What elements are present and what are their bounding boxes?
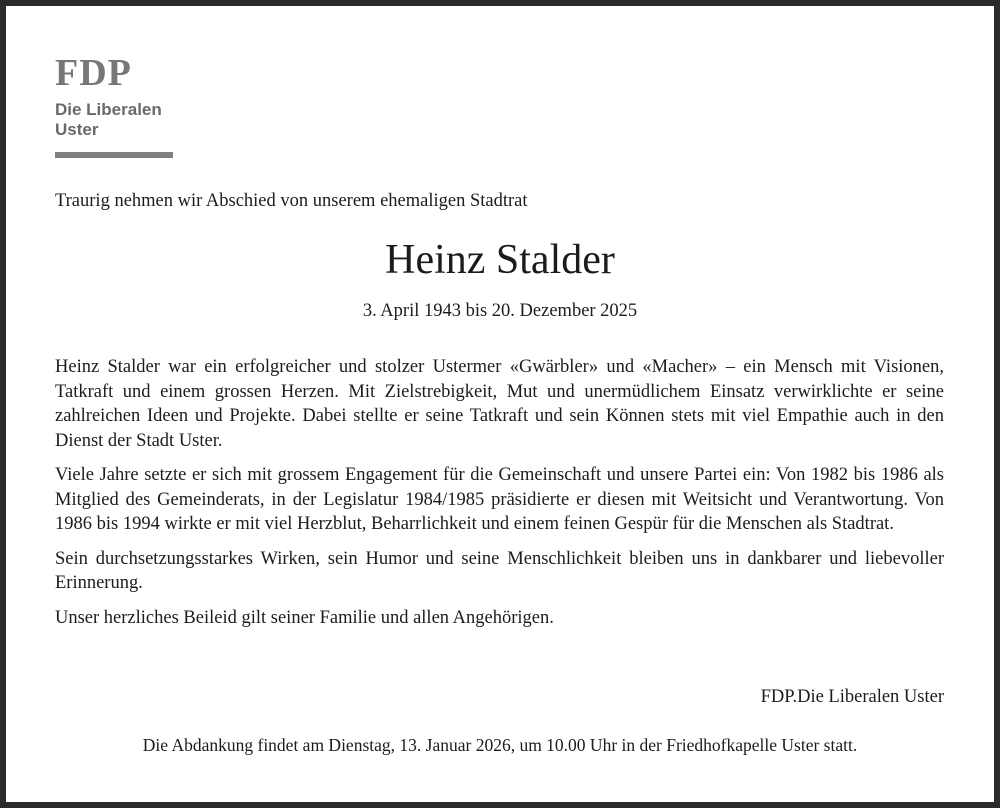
paragraph-tribute: Heinz Stalder war ein erfolgreicher und stolzer Ustermer «Gwärbler» und «Macher» – ein Mensch mit Visionen, Tatkraft und einem grossen Herzen. Mit Zielstrebigkeit, Mut und unermüdlichem Einsatz verwirklichte er seine zahlreichen Ideen und Projekte. Dabei stellte er seine Tatkraft und sein Können stets mit viel Empathie auch in den Dienst der Stadt Uster.	[55, 357, 944, 451]
logo-underline-bar	[55, 152, 173, 158]
logo-party-name: Die Liberalen	[55, 100, 162, 119]
signature: FDP.Die Liberalen Uster	[760, 687, 944, 707]
fdp-logo	[55, 52, 173, 158]
paragraph-remembrance: Sein durchsetzungsstarkes Wirken, sein Humor und seine Menschlichkeit bleiben uns in dankbarer und liebevoller Erinnerung.	[55, 548, 944, 593]
life-dates: 3. April 1943 bis 20. Dezember 2025	[362, 301, 638, 321]
paragraph-condolences: Unser herzliches Beileid gilt seiner Familie und allen Angehörigen.	[55, 607, 554, 628]
logo-location: Uster	[55, 120, 99, 139]
obituary-notice	[6, 6, 994, 802]
paragraph-career: Viele Jahre setzte er sich mit grossem Engagement für die Gemeinschaft und unsere Partei ein: Von 1982 bis 1986 als Mitglied des Gemeinderats, in der Legislatur 1984/1985 präsidierte er diesen mit Weitsicht und Verantwortung. Von 1986 bis 1994 wirkte er mit viel Herzblut, Beharrlichkeit und einem feinen Gespür für die Menschen als Stadtrat.	[55, 465, 944, 534]
obituary-body	[55, 355, 944, 640]
deceased-name: Heinz Stalder	[385, 237, 615, 283]
intro-line: Traurig nehmen wir Abschied von unserem ehemaligen Stadtrat	[55, 191, 528, 211]
logo-wordmark: FDP	[55, 52, 132, 94]
funeral-notice: Die Abdankung findet am Dienstag, 13. Januar 2026, um 10.00 Uhr in der Friedhofkapelle Uster statt.	[142, 735, 858, 755]
